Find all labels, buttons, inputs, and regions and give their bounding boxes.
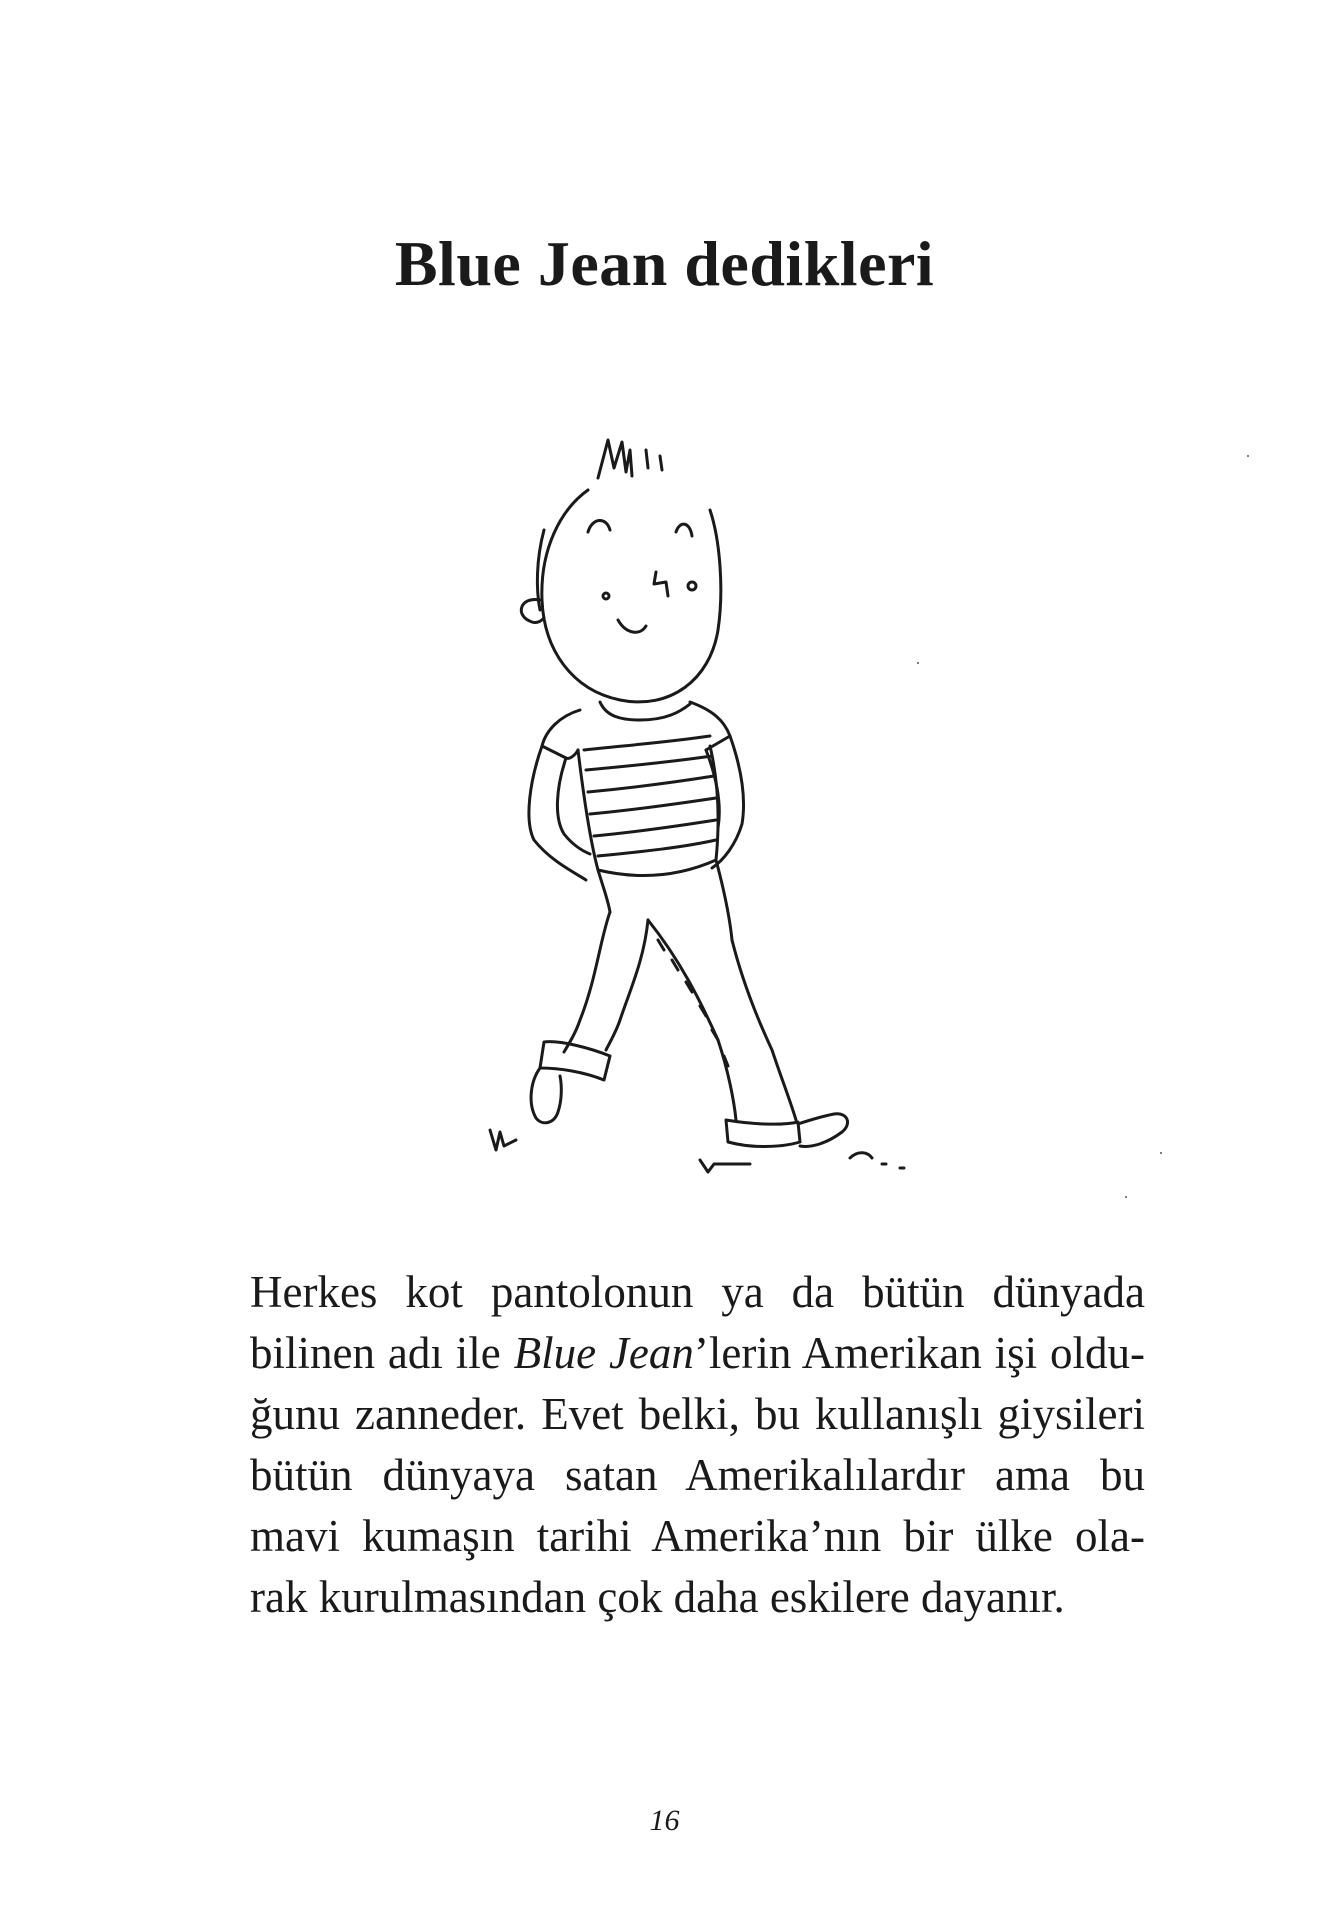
paragraph-line bbox=[250, 1384, 1145, 1445]
print-speck bbox=[1125, 1196, 1127, 1198]
paragraph-line bbox=[250, 1262, 1145, 1323]
print-speck bbox=[1247, 455, 1249, 457]
text-segment: bütün dünyaya satan Amerikalılardır ama bu bbox=[250, 1450, 1145, 1500]
text-segment: Herkes kot pantolonun ya da bütün dünyada bbox=[250, 1267, 1145, 1317]
text-segment: ’lerin Amerikan işi oldu- bbox=[693, 1328, 1145, 1378]
print-speck bbox=[917, 662, 919, 664]
text-segment: rak kurulmasından çok daha eskilere dayanır. bbox=[250, 1572, 1065, 1622]
body-paragraph bbox=[250, 1262, 1145, 1628]
boy-walking-in-jeans-icon bbox=[480, 420, 1040, 1180]
print-speck bbox=[1160, 1152, 1162, 1154]
text-segment: ğunu zanneder. Evet belki, bu kullanışlı giysileri bbox=[250, 1389, 1145, 1439]
paragraph-line bbox=[250, 1445, 1145, 1506]
page-number: 16 bbox=[649, 1804, 680, 1837]
boy-walking-illustration bbox=[480, 420, 1040, 1180]
paragraph-line bbox=[250, 1506, 1145, 1567]
paragraph-line bbox=[250, 1567, 1145, 1628]
italic-term: Blue Jean bbox=[513, 1328, 694, 1378]
paragraph-line bbox=[250, 1323, 1145, 1384]
text-segment: bilinen adı ile bbox=[250, 1328, 514, 1378]
chapter-title: Blue Jean dedikleri bbox=[394, 228, 935, 299]
text-segment: mavi kumaşın tarihi Amerika’nın bir ülke ola- bbox=[250, 1511, 1145, 1561]
